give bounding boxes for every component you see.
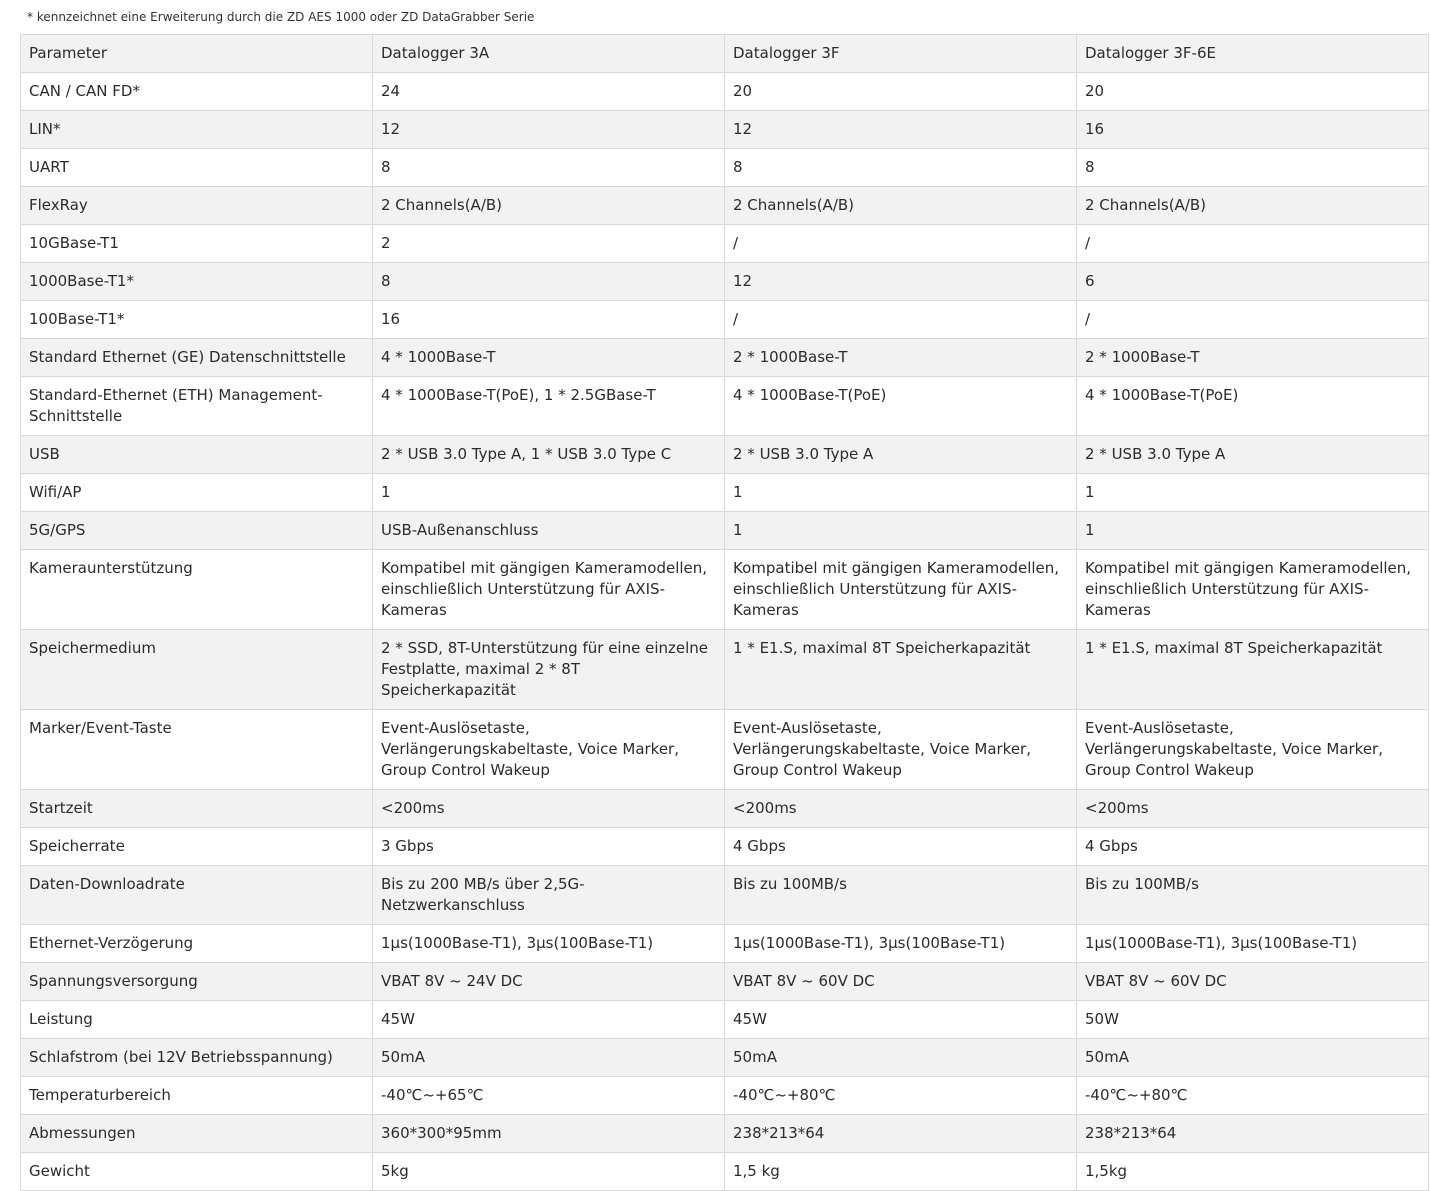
table-row — [21, 1153, 1429, 1191]
table-row — [21, 339, 1429, 377]
table-row — [21, 512, 1429, 550]
value-cell: 20 — [725, 73, 1077, 111]
value-cell: 24 — [373, 73, 725, 111]
value-cell: / — [1077, 225, 1429, 263]
table-row — [21, 550, 1429, 630]
value-cell: 8 — [373, 149, 725, 187]
value-cell: 2 — [373, 225, 725, 263]
parameter-cell: CAN / CAN FD* — [21, 73, 373, 111]
parameter-cell: Speichermedium — [21, 630, 373, 710]
value-cell: 2 Channels(A/B) — [1077, 187, 1429, 225]
value-cell: 1μs(1000Base-T1), 3μs(100Base-T1) — [1077, 925, 1429, 963]
parameter-cell: Kameraunterstützung — [21, 550, 373, 630]
value-cell: 3 Gbps — [373, 828, 725, 866]
value-cell: 4 * 1000Base-T — [373, 339, 725, 377]
value-cell: Kompatibel mit gängigen Kameramodellen, einschließlich Unterstützung für AXIS-Kameras — [373, 550, 725, 630]
parameter-cell: 10GBase-T1 — [21, 225, 373, 263]
table-row — [21, 263, 1429, 301]
header-cell-datalogger-3f: Datalogger 3F — [725, 35, 1077, 73]
value-cell: <200ms — [725, 790, 1077, 828]
value-cell: 1 — [1077, 474, 1429, 512]
table-row — [21, 630, 1429, 710]
value-cell: 1 — [725, 512, 1077, 550]
spec-table — [20, 34, 1429, 1191]
table-row — [21, 301, 1429, 339]
value-cell: 1 — [725, 474, 1077, 512]
table-row — [21, 1039, 1429, 1077]
value-cell: Bis zu 100MB/s — [725, 866, 1077, 925]
value-cell: 50mA — [1077, 1039, 1429, 1077]
table-row — [21, 1001, 1429, 1039]
value-cell: 12 — [373, 111, 725, 149]
value-cell: / — [1077, 301, 1429, 339]
parameter-cell: 100Base-T1* — [21, 301, 373, 339]
value-cell: 50mA — [373, 1039, 725, 1077]
parameter-cell: Abmessungen — [21, 1115, 373, 1153]
table-row — [21, 1115, 1429, 1153]
table-row — [21, 225, 1429, 263]
value-cell: 2 * USB 3.0 Type A — [1077, 436, 1429, 474]
parameter-cell: Startzeit — [21, 790, 373, 828]
table-row — [21, 73, 1429, 111]
parameter-cell: Standard-Ethernet (ETH) Management-Schnittstelle — [21, 377, 373, 436]
table-header-row — [21, 35, 1429, 73]
value-cell: 50mA — [725, 1039, 1077, 1077]
value-cell: 1 * E1.S, maximal 8T Speicherkapazität — [1077, 630, 1429, 710]
value-cell: 4 * 1000Base-T(PoE) — [1077, 377, 1429, 436]
value-cell: VBAT 8V ~ 24V DC — [373, 963, 725, 1001]
value-cell: 1μs(1000Base-T1), 3μs(100Base-T1) — [373, 925, 725, 963]
table-row — [21, 149, 1429, 187]
value-cell: 6 — [1077, 263, 1429, 301]
parameter-cell: Gewicht — [21, 1153, 373, 1191]
spec-table-body — [21, 35, 1429, 1191]
value-cell: 45W — [725, 1001, 1077, 1039]
value-cell: 1,5kg — [1077, 1153, 1429, 1191]
parameter-cell: Temperaturbereich — [21, 1077, 373, 1115]
table-row — [21, 436, 1429, 474]
table-row — [21, 963, 1429, 1001]
table-row — [21, 828, 1429, 866]
value-cell: 2 * USB 3.0 Type A — [725, 436, 1077, 474]
table-row — [21, 111, 1429, 149]
parameter-cell: FlexRay — [21, 187, 373, 225]
value-cell: 1 — [373, 474, 725, 512]
table-row — [21, 790, 1429, 828]
value-cell: 5kg — [373, 1153, 725, 1191]
table-row — [21, 474, 1429, 512]
value-cell: VBAT 8V ~ 60V DC — [725, 963, 1077, 1001]
value-cell: 20 — [1077, 73, 1429, 111]
value-cell: Event-Auslösetaste, Verlängerungskabeltaste, Voice Marker, Group Control Wakeup — [1077, 710, 1429, 790]
value-cell: 2 Channels(A/B) — [725, 187, 1077, 225]
parameter-cell: Spannungsversorgung — [21, 963, 373, 1001]
value-cell: Event-Auslösetaste, Verlängerungskabeltaste, Voice Marker, Group Control Wakeup — [373, 710, 725, 790]
table-row — [21, 1077, 1429, 1115]
table-row — [21, 866, 1429, 925]
table-row — [21, 187, 1429, 225]
value-cell: -40℃~+80℃ — [1077, 1077, 1429, 1115]
value-cell: 2 * SSD, 8T-Unterstützung für eine einzelne Festplatte, maximal 2 * 8T Speicherkapazität — [373, 630, 725, 710]
parameter-cell: UART — [21, 149, 373, 187]
header-cell-parameter: Parameter — [21, 35, 373, 73]
value-cell: / — [725, 301, 1077, 339]
parameter-cell: 1000Base-T1* — [21, 263, 373, 301]
table-row — [21, 925, 1429, 963]
value-cell: 4 Gbps — [1077, 828, 1429, 866]
value-cell: 360*300*95mm — [373, 1115, 725, 1153]
value-cell: 1,5 kg — [725, 1153, 1077, 1191]
value-cell: Kompatibel mit gängigen Kameramodellen, einschließlich Unterstützung für AXIS-Kameras — [1077, 550, 1429, 630]
value-cell: <200ms — [373, 790, 725, 828]
parameter-cell: Marker/Event-Taste — [21, 710, 373, 790]
parameter-cell: Standard Ethernet (GE) Datenschnittstelle — [21, 339, 373, 377]
value-cell: 238*213*64 — [725, 1115, 1077, 1153]
value-cell: 1μs(1000Base-T1), 3μs(100Base-T1) — [725, 925, 1077, 963]
value-cell: -40℃~+80℃ — [725, 1077, 1077, 1115]
value-cell: Bis zu 100MB/s — [1077, 866, 1429, 925]
parameter-cell: Schlafstrom (bei 12V Betriebsspannung) — [21, 1039, 373, 1077]
value-cell: USB-Außenanschluss — [373, 512, 725, 550]
value-cell: <200ms — [1077, 790, 1429, 828]
value-cell: 4 * 1000Base-T(PoE) — [725, 377, 1077, 436]
value-cell: 50W — [1077, 1001, 1429, 1039]
parameter-cell: Daten-Downloadrate — [21, 866, 373, 925]
table-row — [21, 377, 1429, 436]
value-cell: 1 — [1077, 512, 1429, 550]
value-cell: Bis zu 200 MB/s über 2,5G-Netzwerkanschluss — [373, 866, 725, 925]
value-cell: 8 — [373, 263, 725, 301]
value-cell: / — [725, 225, 1077, 263]
value-cell: 2 * USB 3.0 Type A, 1 * USB 3.0 Type C — [373, 436, 725, 474]
parameter-cell: Speicherrate — [21, 828, 373, 866]
value-cell: 12 — [725, 111, 1077, 149]
parameter-cell: Ethernet-Verzögerung — [21, 925, 373, 963]
parameter-cell: Leistung — [21, 1001, 373, 1039]
value-cell: -40℃~+65℃ — [373, 1077, 725, 1115]
value-cell: 4 * 1000Base-T(PoE), 1 * 2.5GBase-T — [373, 377, 725, 436]
value-cell: 8 — [1077, 149, 1429, 187]
value-cell: VBAT 8V ~ 60V DC — [1077, 963, 1429, 1001]
parameter-cell: LIN* — [21, 111, 373, 149]
table-row — [21, 710, 1429, 790]
value-cell: 4 Gbps — [725, 828, 1077, 866]
header-cell-datalogger-3f-6e: Datalogger 3F-6E — [1077, 35, 1429, 73]
value-cell: Kompatibel mit gängigen Kameramodellen, einschließlich Unterstützung für AXIS-Kameras — [725, 550, 1077, 630]
value-cell: 238*213*64 — [1077, 1115, 1429, 1153]
value-cell: 45W — [373, 1001, 725, 1039]
value-cell: 12 — [725, 263, 1077, 301]
footnote-text: * kennzeichnet eine Erweiterung durch die ZD AES 1000 oder ZD DataGrabber Serie — [27, 10, 535, 24]
parameter-cell: 5G/GPS — [21, 512, 373, 550]
value-cell: 1 * E1.S, maximal 8T Speicherkapazität — [725, 630, 1077, 710]
value-cell: 8 — [725, 149, 1077, 187]
value-cell: 2 * 1000Base-T — [1077, 339, 1429, 377]
value-cell: Event-Auslösetaste, Verlängerungskabeltaste, Voice Marker, Group Control Wakeup — [725, 710, 1077, 790]
value-cell: 2 * 1000Base-T — [725, 339, 1077, 377]
header-cell-datalogger-3a: Datalogger 3A — [373, 35, 725, 73]
value-cell: 16 — [373, 301, 725, 339]
parameter-cell: USB — [21, 436, 373, 474]
value-cell: 2 Channels(A/B) — [373, 187, 725, 225]
parameter-cell: Wifi/AP — [21, 474, 373, 512]
value-cell: 16 — [1077, 111, 1429, 149]
